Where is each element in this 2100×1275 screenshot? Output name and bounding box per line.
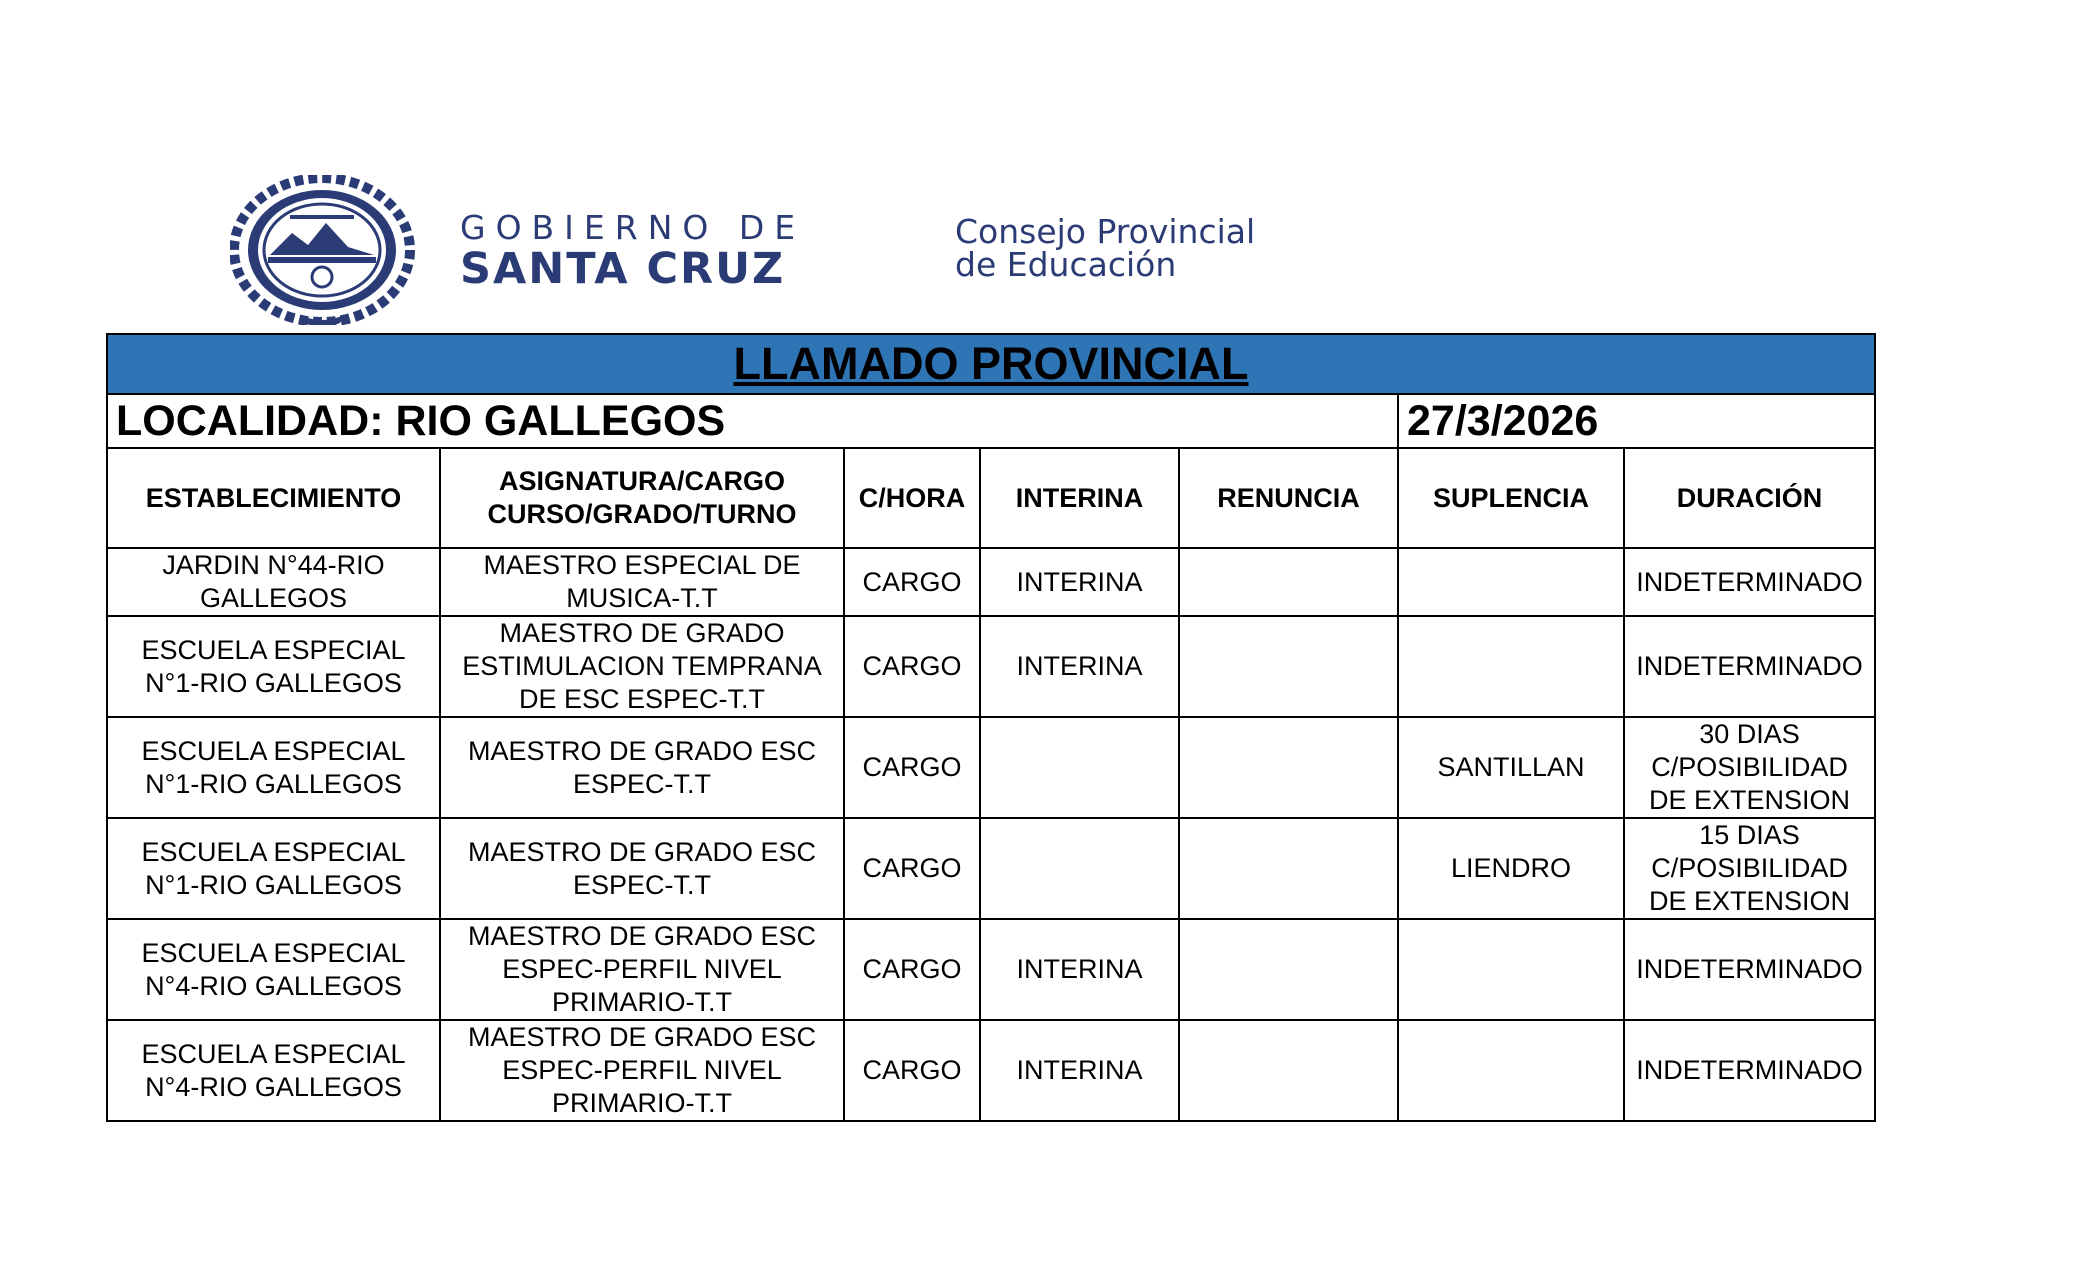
cell-asignatura: MAESTRO DE GRADO ESTIMULACION TEMPRANA DE ESC ESPEC-T.T [440, 616, 844, 717]
locality-cell: LOCALIDAD: RIO GALLEGOS [107, 394, 1398, 448]
cell-renuncia [1179, 1020, 1398, 1121]
cell-interina: INTERINA [980, 548, 1179, 616]
cell-suplencia: SANTILLAN [1398, 717, 1624, 818]
cell-duracion: INDETERMINADO [1624, 919, 1875, 1020]
cpe-line2: de Educación [955, 245, 1177, 284]
cell-renuncia [1179, 616, 1398, 717]
cell-chora: CARGO [844, 818, 980, 919]
cell-duracion: INDETERMINADO [1624, 616, 1875, 717]
santa-cruz-seal-icon [230, 175, 415, 325]
cell-renuncia [1179, 818, 1398, 919]
cell-duracion: 15 DIAS C/POSIBILIDAD DE EXTENSION [1624, 818, 1875, 919]
table-row [107, 1020, 1875, 1121]
cell-suplencia [1398, 919, 1624, 1020]
col-renuncia: RENUNCIA [1179, 448, 1398, 548]
col-duracion: DURACIÓN [1624, 448, 1875, 548]
col-suplencia: SUPLENCIA [1398, 448, 1624, 548]
cell-establecimiento: ESCUELA ESPECIAL N°1-RIO GALLEGOS [107, 616, 440, 717]
cell-establecimiento: ESCUELA ESPECIAL N°4-RIO GALLEGOS [107, 919, 440, 1020]
cell-duracion: INDETERMINADO [1624, 1020, 1875, 1121]
date-cell: 27/3/2026 [1398, 394, 1875, 448]
cell-establecimiento: ESCUELA ESPECIAL N°1-RIO GALLEGOS [107, 818, 440, 919]
cell-establecimiento: ESCUELA ESPECIAL N°1-RIO GALLEGOS [107, 717, 440, 818]
cell-suplencia [1398, 1020, 1624, 1121]
table-title: LLAMADO PROVINCIAL [107, 334, 1875, 394]
cell-establecimiento: ESCUELA ESPECIAL N°4-RIO GALLEGOS [107, 1020, 440, 1121]
cell-interina [980, 818, 1179, 919]
cell-asignatura: MAESTRO DE GRADO ESC ESPEC-PERFIL NIVEL PRIMARIO-T.T [440, 1020, 844, 1121]
column-header-row [107, 448, 1875, 548]
cell-interina: INTERINA [980, 1020, 1179, 1121]
table-row [107, 616, 1875, 717]
cell-asignatura: MAESTRO DE GRADO ESC ESPEC-T.T [440, 818, 844, 919]
cell-suplencia [1398, 616, 1624, 717]
col-asignatura-line2: CURSO/GRADO/TURNO [487, 499, 797, 529]
table-row [107, 548, 1875, 616]
cell-duracion: INDETERMINADO [1624, 548, 1875, 616]
col-establecimiento: ESTABLECIMIENTO [107, 448, 440, 548]
cell-suplencia: LIENDRO [1398, 818, 1624, 919]
cell-chora: CARGO [844, 919, 980, 1020]
cell-duracion: 30 DIAS C/POSIBILIDAD DE EXTENSION [1624, 717, 1875, 818]
cell-chora: CARGO [844, 616, 980, 717]
col-asignatura-line1: ASIGNATURA/CARGO [499, 466, 785, 496]
consejo-provincial-logo [955, 212, 1256, 284]
cell-renuncia [1179, 717, 1398, 818]
gov-line1: GOBIERNO DE [460, 208, 806, 247]
table-row [107, 919, 1875, 1020]
table-row [107, 717, 1875, 818]
cell-asignatura: MAESTRO ESPECIAL DE MUSICA-T.T [440, 548, 844, 616]
header-logos [225, 170, 1375, 320]
cell-suplencia [1398, 548, 1624, 616]
locality-row [107, 394, 1875, 448]
cell-chora: CARGO [844, 1020, 980, 1121]
gobierno-santa-cruz-logo [460, 210, 805, 292]
col-interina: INTERINA [980, 448, 1179, 548]
cell-renuncia [1179, 548, 1398, 616]
cell-renuncia [1179, 919, 1398, 1020]
title-row [107, 334, 1875, 394]
table-row [107, 818, 1875, 919]
cell-chora: CARGO [844, 548, 980, 616]
cell-interina [980, 717, 1179, 818]
col-asignatura [440, 448, 844, 548]
cell-chora: CARGO [844, 717, 980, 818]
cell-interina: INTERINA [980, 919, 1179, 1020]
cell-establecimiento: JARDIN N°44-RIO GALLEGOS [107, 548, 440, 616]
cell-interina: INTERINA [980, 616, 1179, 717]
cell-asignatura: MAESTRO DE GRADO ESC ESPEC-T.T [440, 717, 844, 818]
llamado-table [106, 333, 1876, 1122]
cpe-line1: Consejo Provincial [955, 212, 1256, 251]
cell-asignatura: MAESTRO DE GRADO ESC ESPEC-PERFIL NIVEL PRIMARIO-T.T [440, 919, 844, 1020]
gov-line2: SANTA CRUZ [460, 244, 786, 294]
col-chora: C/HORA [844, 448, 980, 548]
